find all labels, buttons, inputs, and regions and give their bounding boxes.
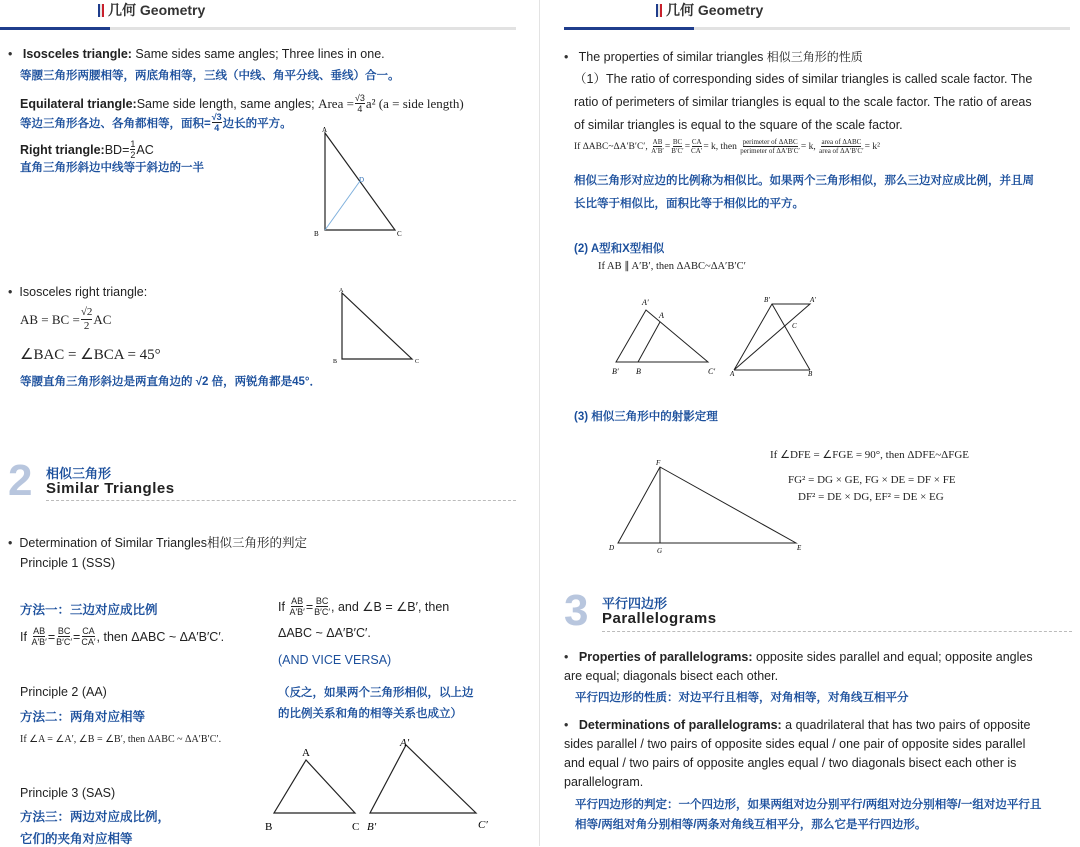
flag-icon [656,4,662,17]
section-number: 3 [564,586,589,635]
svg-text:B′: B′ [764,296,770,304]
iso-right-cn: 等腰直角三角形斜边是两直角边的 √2 倍，两锐角都是45°． [20,376,321,388]
svg-text:E: E [797,544,802,552]
svg-text:B: B [333,359,338,365]
sas-formula: If $\frac{AB}{A'B'}$ = $\frac{BC}{B'C'}$ , and ∠B = ∠B′, then [278,596,450,617]
page-divider [539,0,540,846]
svg-text:A′: A′ [400,737,410,749]
proj-formula-1: If ∠DFE = ∠FGE = 90°, then ΔDFE~ΔFGE [770,449,970,461]
right-triangle-cn: 直角三角形斜边中线等于斜边的一半 [20,162,204,174]
header-rule-dark [564,27,694,30]
left-page [0,0,538,846]
right-triangle-line: Right triangle: BD= $\frac{1}{2}$ AC [20,139,154,160]
svg-text:A: A [339,288,344,294]
para-determinations-cn: 平行四边形的判定：一个四边形，如果两组对边分别平行/两组对边分别相等/一组对边平行且相等/两组对角分别相等/两条对角线互相平分，那么它是平行四边形。 [575,799,1042,831]
label-a: A [322,126,328,134]
principle-1: Principle 1 (SSS) [20,556,116,570]
ax-diagram [604,290,834,382]
method-2: 方法二：两角对应相等 [20,710,146,724]
projection-diagram [606,455,811,560]
svg-text:B′: B′ [612,367,619,376]
svg-text:C: C [352,821,360,833]
svg-text:D: D [609,544,615,552]
method-3-line1: 方法三：两边对应成比例， [20,810,171,824]
svg-text:F: F [656,459,661,467]
section-title-en: Similar Triangles [46,480,175,497]
sas-then: ΔABC ~ ΔA′B′C′. [278,626,371,640]
proj-formula-3: DF² = DE × DG, EF² = DE × EG [798,491,944,503]
proj-formula-2: FG² = DG × GE, FG × DE = DF × FE [788,474,956,486]
equilateral-area-rhs: a² (a = side length) [365,95,464,111]
props-paragraph: （1）The ratio of corresponding sides of similar triangles is called scale factor. The ratio of perimeters of similar triangles is equal to the scale factor. The ratio of areas of similar triangles is equal to the square of the scale factor. [574,72,1033,132]
label-b: B [314,230,319,238]
triangle-a1b1c1 [370,745,476,813]
svg-text:A: A [659,311,664,320]
iso-right-shape [342,293,412,359]
svg-text:A: A [730,370,735,378]
iso-right-diagram [330,285,425,365]
props-title: • The properties of similar triangles 相似三角形的性质 [564,48,863,65]
vice-versa-en: (AND VICE VERSA) [278,653,392,667]
isosceles-line [8,47,385,61]
equilateral-area-lhs: Area = [318,95,354,111]
section-title-cn: 平行四边形 [602,596,668,611]
svg-text:A′: A′ [810,296,816,304]
proj-title: (3) 相似三角形中的射影定理 [574,411,718,423]
section-title-cn: 相似三角形 [46,466,112,481]
props-cn: 相似三角形对应边的比例称为相似比。如果两个三角形相似，那么三边对应成比例，并且周长比等于相似比，面积比等于相似比的平方。 [574,175,1034,210]
iso-right-title: • Isosceles right triangle: [8,285,147,299]
ax-formula: If AB ∥ A′B′, then ΔABC~ΔA′B′C′ [598,261,746,272]
principle-2: Principle 2 (AA) [20,685,107,699]
page-header [656,0,763,20]
section-divider [602,631,1072,632]
para-determinations: • Determinations of parallelograms: a quadrilateral that has two pairs of opposite sides parallel / two pairs of opposite sides equal / one pair of opposite sides parallel and equal / two pairs of opposite angles equal / two diagonals bisect each other is parallelogram. [564,716,1042,792]
ax-title: (2) A型和X型相似 [574,243,665,255]
svg-text:B: B [265,821,273,833]
principle-3: Principle 3 (SAS) [20,786,116,800]
svg-text:B: B [808,370,813,378]
vice-versa-cn: （反之，如果两个三角形相似，以上边的比例关系和角的相等关系也成立） [278,687,474,720]
flag-icon [98,4,104,17]
iso-right-eq1: AB = BC = $\frac{√2}{2}$ AC [20,306,112,332]
page-header [98,0,205,20]
isosceles-term: Isosceles triangle: [22,47,132,61]
equilateral-desc: Same side length, same angles; [136,96,315,111]
projection-triangle [618,467,796,543]
svg-text:C′: C′ [708,367,716,376]
label-c: C [397,230,402,238]
svg-text:B: B [636,367,641,376]
header-rule-dark [0,27,110,30]
svg-text:B′: B′ [367,821,377,833]
svg-text:G: G [657,547,663,555]
header-rule-light [110,27,516,30]
svg-text:C′: C′ [478,819,488,831]
header-rule-light [694,27,1070,30]
header-title: 几何 Geometry [108,2,206,18]
equilateral-term: Equilateral triangle: [20,96,137,111]
para-properties-cn: 平行四边形的性质：对边平行且相等，对角相等，对角线互相平分 [575,692,909,704]
section-divider [46,500,516,501]
iso-right-eq2: ∠BAC = ∠BCA = 45° [20,347,161,363]
median-line [325,181,360,230]
isosceles-desc: Same sides same angles; Three lines in one. [131,47,385,61]
method-1: 方法一：三边对应成比例 [20,603,158,617]
header-title: 几何 Geometry [666,2,764,18]
props-formula: If ΔABC~ΔA′B′C′, $\frac{AB}{A'B'}$ = $\frac{BC}{B'C'}$ = $\frac{CA}{CA'}$ = k, then $\frac{\text{perimeter of ΔABC}}{\text{perimeter of ΔA′B′C′}}$ = k, $\frac{\text{area of ΔABC}}{\text{area of ΔA′B′C′}}$ = k² [574,138,880,155]
section-title-en: Parallelograms [602,610,717,627]
equilateral-fraction: $\frac{√3}{4}$ [354,93,365,114]
similar-triangles-diagram [262,735,497,835]
section-number: 2 [8,456,33,505]
a-type-parallel [638,322,660,362]
method-3-line2: 它们的夹角对应相等 [20,832,133,846]
isosceles-cn: 等腰三角形两腰相等，两底角相等，三线（中线、角平分线、垂线）合一。 [20,70,400,82]
equilateral-line [20,93,464,114]
label-d: D [359,176,365,184]
svg-text:A′: A′ [642,298,649,307]
sss-formula: If $\frac{AB}{A'B'}$ = $\frac{BC}{B'C'}$ = $\frac{CA}{CA'}$ , then ΔABC ~ ΔA′B′C′. [20,626,225,647]
aa-formula: If ∠A = ∠A′, ∠B = ∠B′, then ΔABC ~ ΔA′B′C′. [20,734,222,745]
x-type-top [734,304,810,370]
right-page [542,0,1080,846]
svg-text:C: C [792,322,797,330]
para-properties: • Properties of parallelograms: opposite sides parallel and equal; opposite angles are equal; diagonals bisect each other. [564,648,1042,686]
determination-title: • Determination of Similar Triangles相似三角形的判定 [8,533,307,551]
triangle-abc [274,760,355,813]
equilateral-cn: 等边三角形各边、各角都相等，面积= $\frac{√3}{4}$ 边长的平方。 [20,112,292,133]
svg-text:A: A [302,747,310,759]
svg-text:C: C [415,359,420,365]
right-triangle-diagram [305,125,405,240]
